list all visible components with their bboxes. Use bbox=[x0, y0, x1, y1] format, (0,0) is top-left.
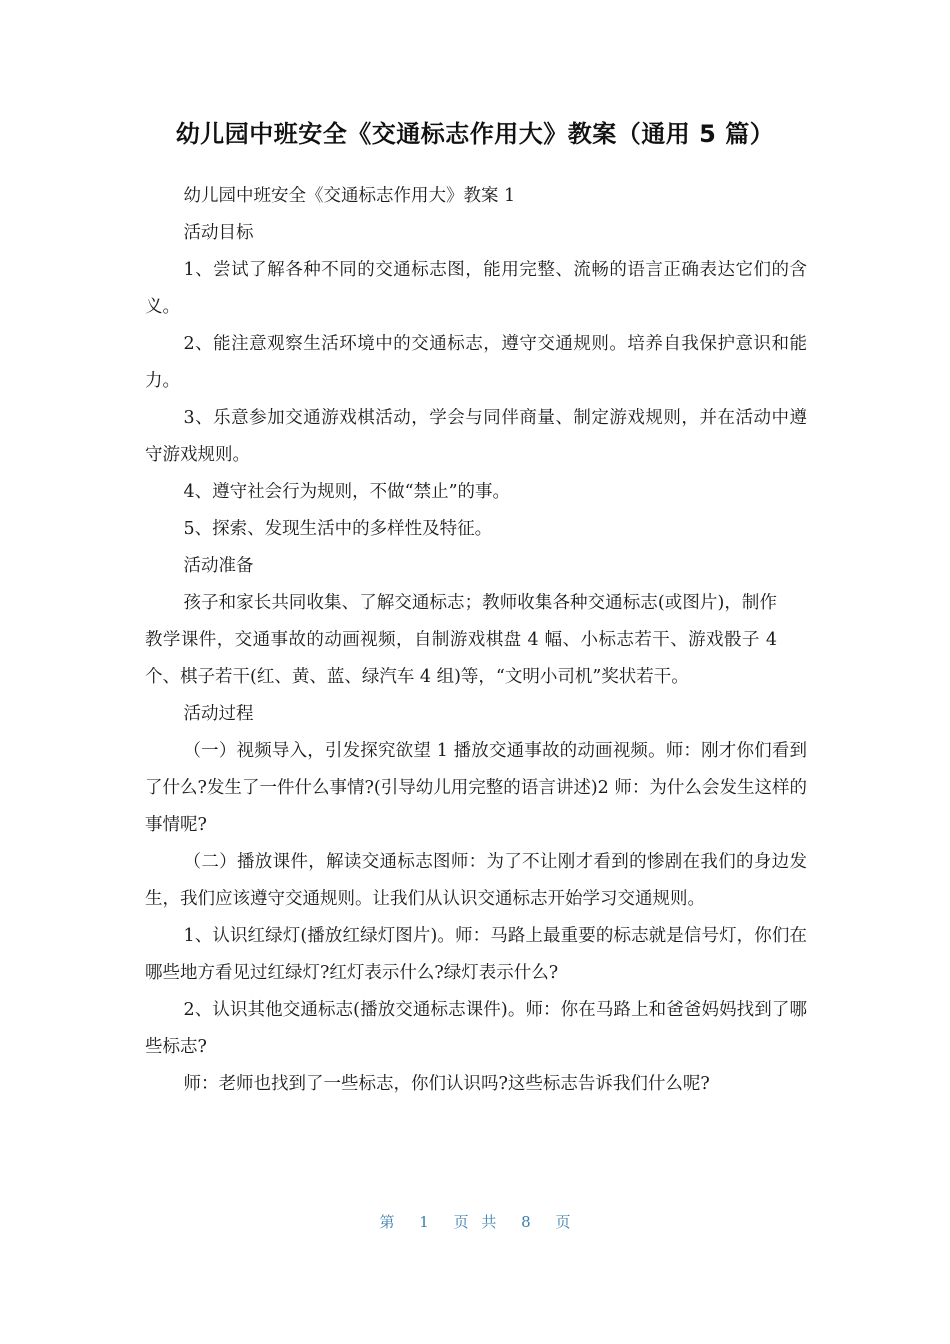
footer-total-pages: 8 bbox=[521, 1213, 531, 1231]
footer-suffix: 页 bbox=[555, 1213, 571, 1231]
footer-middle: 页 共 bbox=[453, 1213, 497, 1231]
process-step-1: （一）视频导入，引发探究欲望 1 播放交通事故的动画视频。师：刚才你们看到了什么?发生了一件什么事情?(引导幼儿用完整的语言讲述)2 师：为什么会发生这样的事情呢? bbox=[145, 741, 807, 835]
goal-item-5: 5、探索、发现生活中的多样性及特征。 bbox=[183, 519, 493, 539]
footer-prefix: 第 bbox=[379, 1213, 395, 1231]
process-step-2: （二）播放课件，解读交通标志图师：为了不让刚才看到的惨剧在我们的身边发生，我们应该遵守交通规则。让我们从认识交通标志开始学习交通规则。 bbox=[145, 852, 807, 909]
document-body bbox=[145, 178, 807, 1103]
goal-item-1: 1、尝试了解各种不同的交通标志图，能用完整、流畅的语言正确表达它们的含义。 bbox=[145, 260, 807, 317]
subheading-activity-process: 活动过程 bbox=[183, 704, 254, 724]
teacher-line: 师：老师也找到了一些标志，你们认识吗?这些标志告诉我们什么呢? bbox=[183, 1074, 710, 1094]
process-substep-1: 1、认识红绿灯(播放红绿灯图片)。师：马路上最重要的标志就是信号灯，你们在哪些地方看见过红绿灯?红灯表示什么?绿灯表示什么? bbox=[145, 926, 807, 983]
goal-item-3: 3、乐意参加交通游戏棋活动，学会与同伴商量、制定游戏规则，并在活动中遵守游戏规则。 bbox=[145, 408, 807, 465]
document-title: 幼儿园中班安全《交通标志作用大》教案（通用 5 篇） bbox=[175, 120, 775, 148]
subheading-activity-preparation: 活动准备 bbox=[183, 556, 254, 576]
process-substep-2: 2、认识其他交通标志(播放交通标志课件)。师：你在马路上和爸爸妈妈找到了哪些标志? bbox=[145, 1000, 807, 1057]
goal-item-2: 2、能注意观察生活环境中的交通标志，遵守交通规则。培养自我保护意识和能力。 bbox=[145, 334, 807, 391]
page-footer bbox=[0, 1209, 950, 1235]
goal-item-4: 4、遵守社会行为规则，不做“禁止”的事。 bbox=[183, 482, 511, 502]
preparation-paragraph: 孩子和家长共同收集、了解交通标志；教师收集各种交通标志(或图片)，制作教学课件，交通事故的动画视频，自制游戏棋盘 4 幅、小标志若干、游戏骰子 4 个、棋子若干(红、黄、蓝、绿汽车 4 组)等，“文明小司机”奖状若干。 bbox=[145, 593, 777, 687]
section-heading: 幼儿园中班安全《交通标志作用大》教案 1 bbox=[183, 186, 516, 206]
footer-current-page: 1 bbox=[419, 1213, 429, 1231]
subheading-activity-goals: 活动目标 bbox=[183, 223, 254, 243]
